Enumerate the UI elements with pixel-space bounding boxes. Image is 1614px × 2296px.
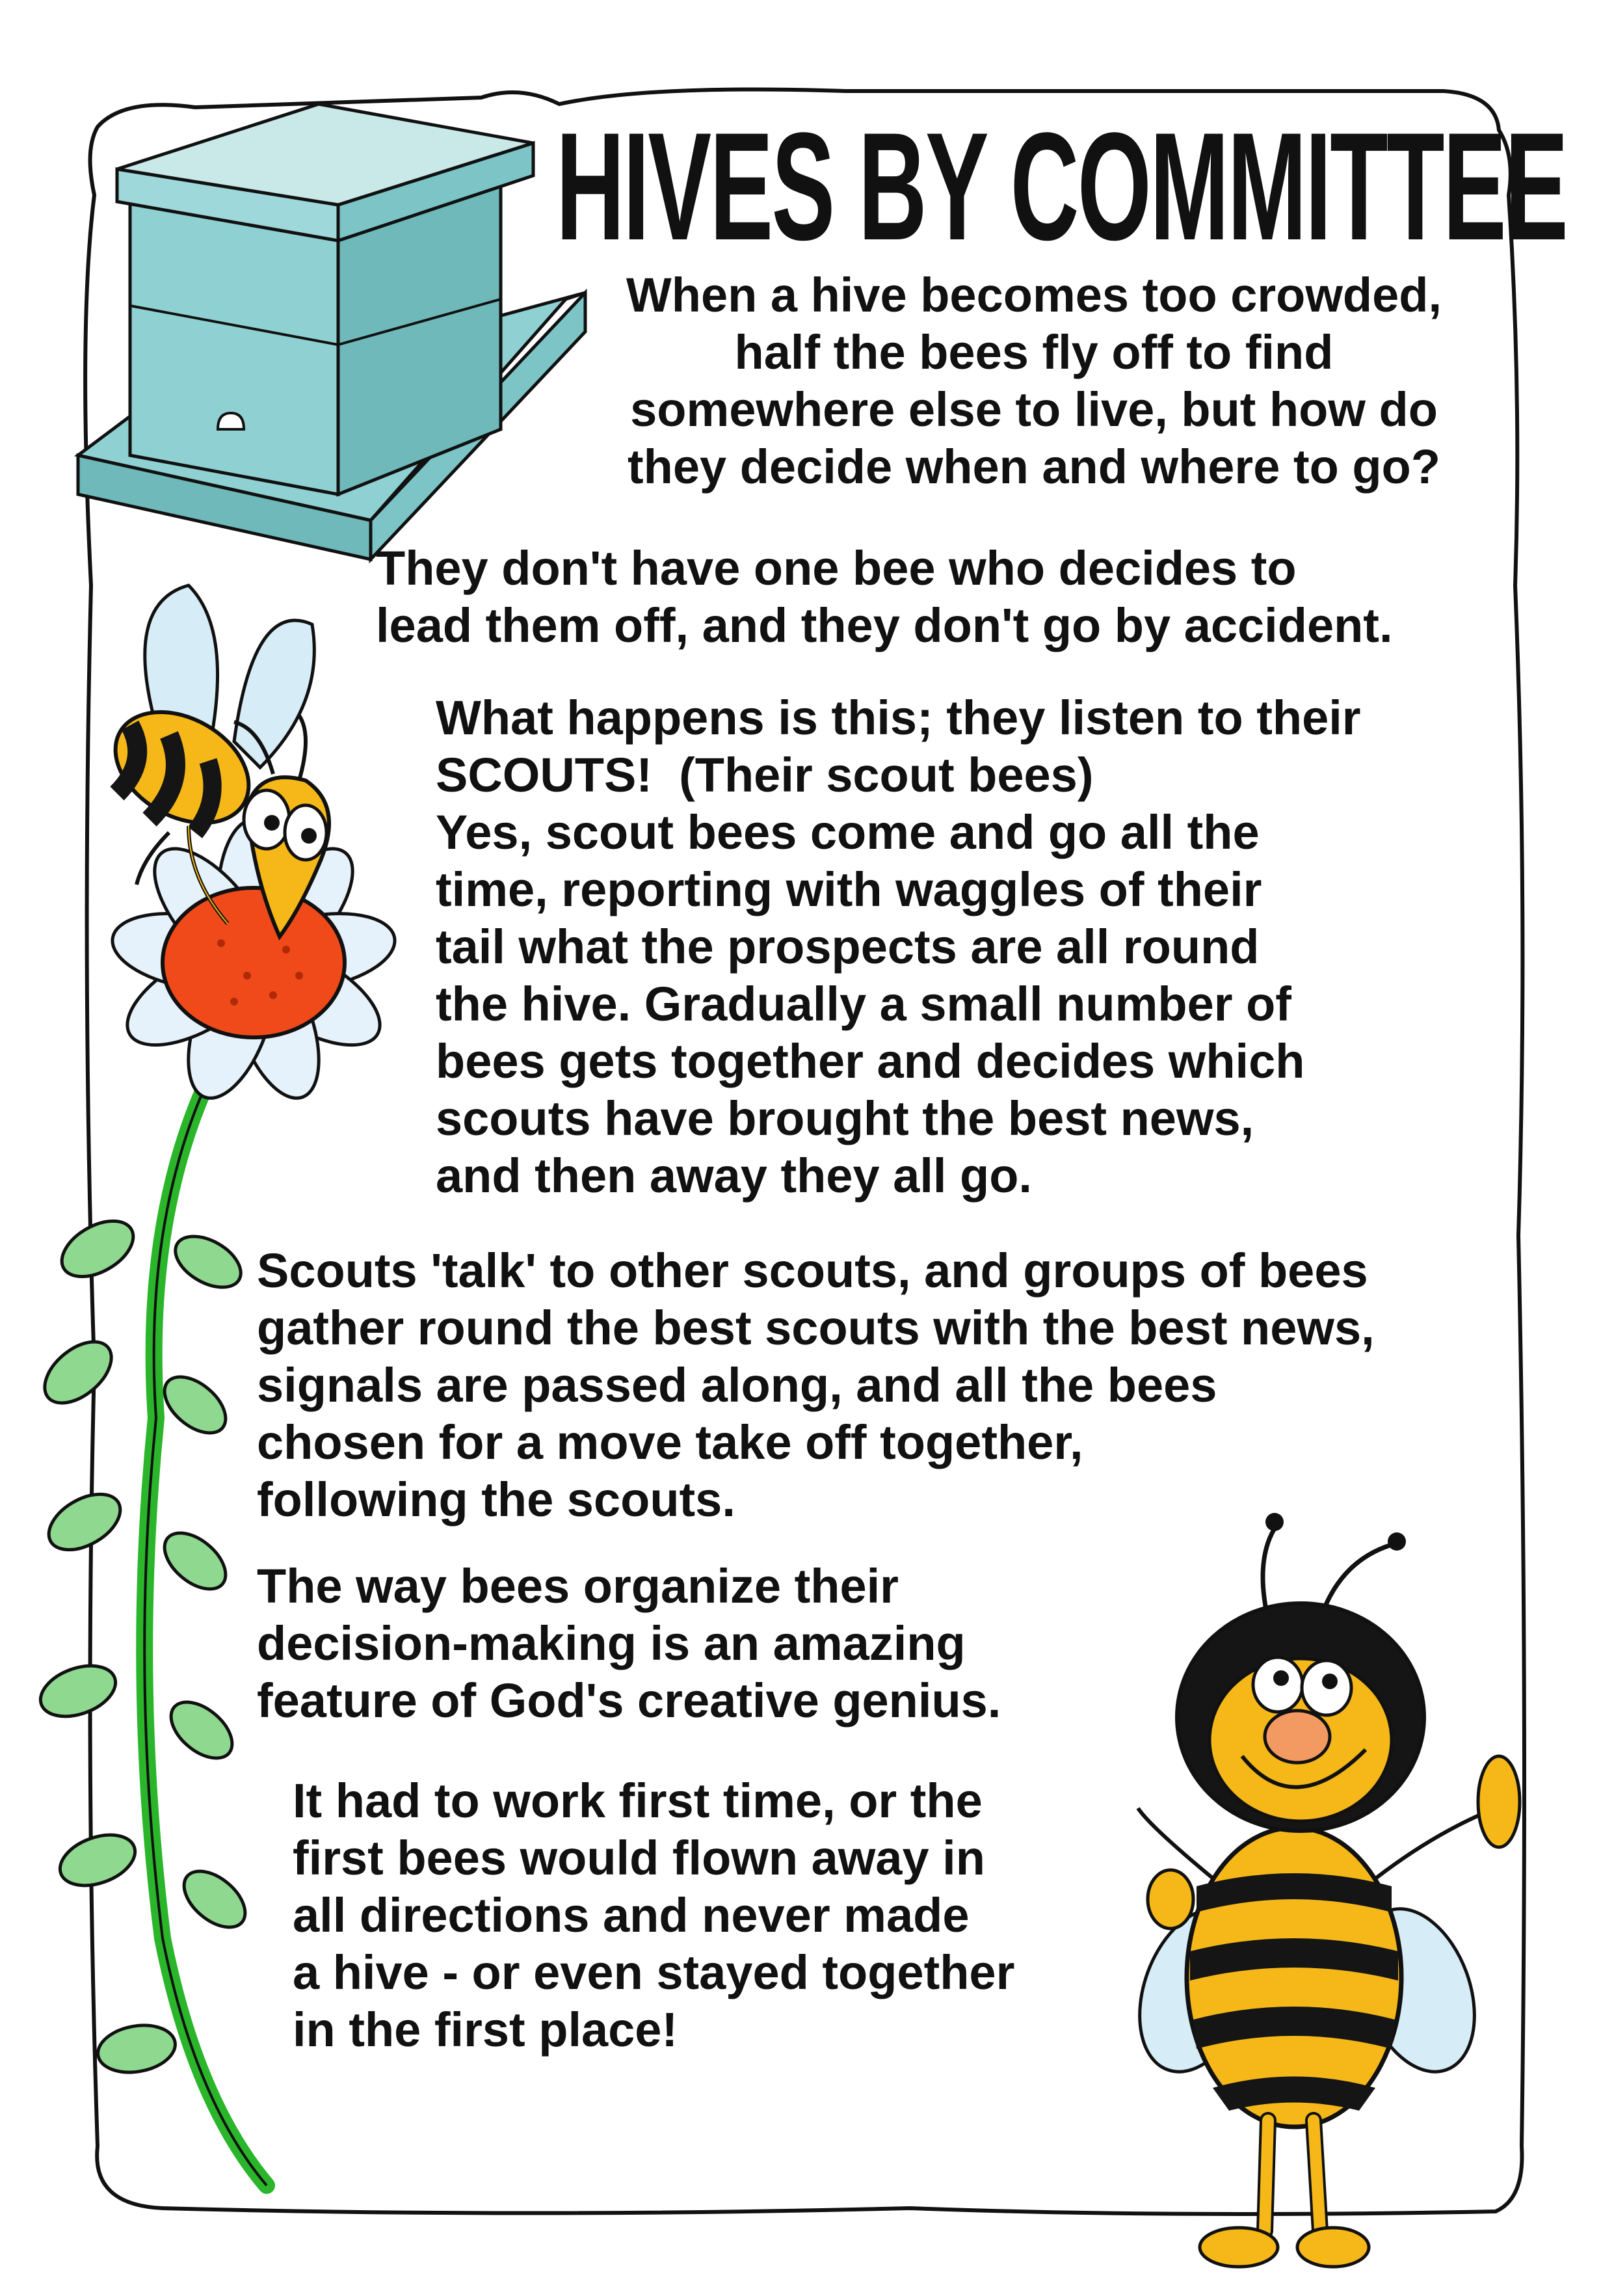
paragraph-intro bbox=[572, 267, 1496, 496]
text-line: scouts have brought the best news, bbox=[436, 1091, 1254, 1145]
text-line: gather round the best scouts with the best news, bbox=[257, 1301, 1375, 1355]
smiling-bee-illustration bbox=[1125, 1483, 1528, 2296]
text-line: half the bees fly off to find bbox=[734, 325, 1334, 379]
text-line: somewhere else to live, but how do bbox=[630, 382, 1438, 436]
leaf bbox=[53, 1210, 143, 1288]
paragraph-scouts-talk bbox=[257, 1242, 1375, 1528]
leaf bbox=[154, 1522, 235, 1600]
text-line: all directions and never made bbox=[293, 1888, 970, 1942]
text-line: SCOUTS! (Their scout bees) bbox=[436, 748, 1094, 802]
text-line: they decide when and where to go? bbox=[628, 440, 1440, 494]
text-line: What happens is this; they listen to their bbox=[436, 691, 1361, 745]
page-title: HIVES BY COMMITTEE bbox=[556, 101, 1567, 273]
leaf bbox=[53, 1826, 142, 1895]
flower-center bbox=[163, 888, 345, 1037]
leaf bbox=[34, 1330, 123, 1415]
text-line: following the scouts. bbox=[257, 1473, 735, 1527]
text-line: and then away they all go. bbox=[436, 1149, 1032, 1203]
text-line: time, reporting with waggles of their bbox=[436, 862, 1262, 916]
leaf bbox=[94, 2020, 179, 2078]
paragraph-organize bbox=[257, 1558, 1001, 1729]
text-line: decision-making is an amazing bbox=[257, 1616, 966, 1670]
text-line: feature of God's creative genius. bbox=[257, 1674, 1001, 1728]
beehive-illustration bbox=[65, 91, 585, 520]
text-line: chosen for a move take off together, bbox=[257, 1415, 1083, 1469]
leaf bbox=[161, 1691, 242, 1769]
paragraph-first-time bbox=[293, 1772, 1014, 2059]
text-line: It had to work first time, or the bbox=[293, 1774, 983, 1828]
text-line: signals are passed along, and all the bees bbox=[257, 1358, 1217, 1412]
paragraph-scouts bbox=[436, 689, 1361, 1205]
text-line: When a hive becomes too crowded, bbox=[626, 268, 1442, 322]
text-line: lead them off, and they don't go by accident. bbox=[376, 598, 1393, 652]
text-line: They don't have one bee who decides to bbox=[376, 541, 1297, 595]
text-line: tail what the prospects are all round bbox=[436, 920, 1260, 974]
text-line: a hive - or even stayed together bbox=[293, 1945, 1015, 1999]
text-line: Yes, scout bees come and go all the bbox=[436, 805, 1260, 859]
leaf bbox=[174, 1860, 255, 1938]
text-line: Scouts 'talk' to other scouts, and groups of bees bbox=[257, 1244, 1368, 1298]
paragraph-no-leader bbox=[376, 540, 1393, 654]
leaf bbox=[40, 1483, 130, 1562]
text-line: bees gets together and decides which bbox=[436, 1034, 1305, 1088]
text-line: in the first place! bbox=[293, 2003, 678, 2057]
text-line: the hive. Gradually a small number of bbox=[436, 977, 1291, 1031]
leaf bbox=[34, 1657, 123, 1726]
leaf bbox=[154, 1366, 235, 1444]
text-line: The way bees organize their bbox=[257, 1559, 899, 1613]
text-line: first bees would flown away in bbox=[293, 1831, 985, 1885]
leaf bbox=[166, 1226, 249, 1298]
